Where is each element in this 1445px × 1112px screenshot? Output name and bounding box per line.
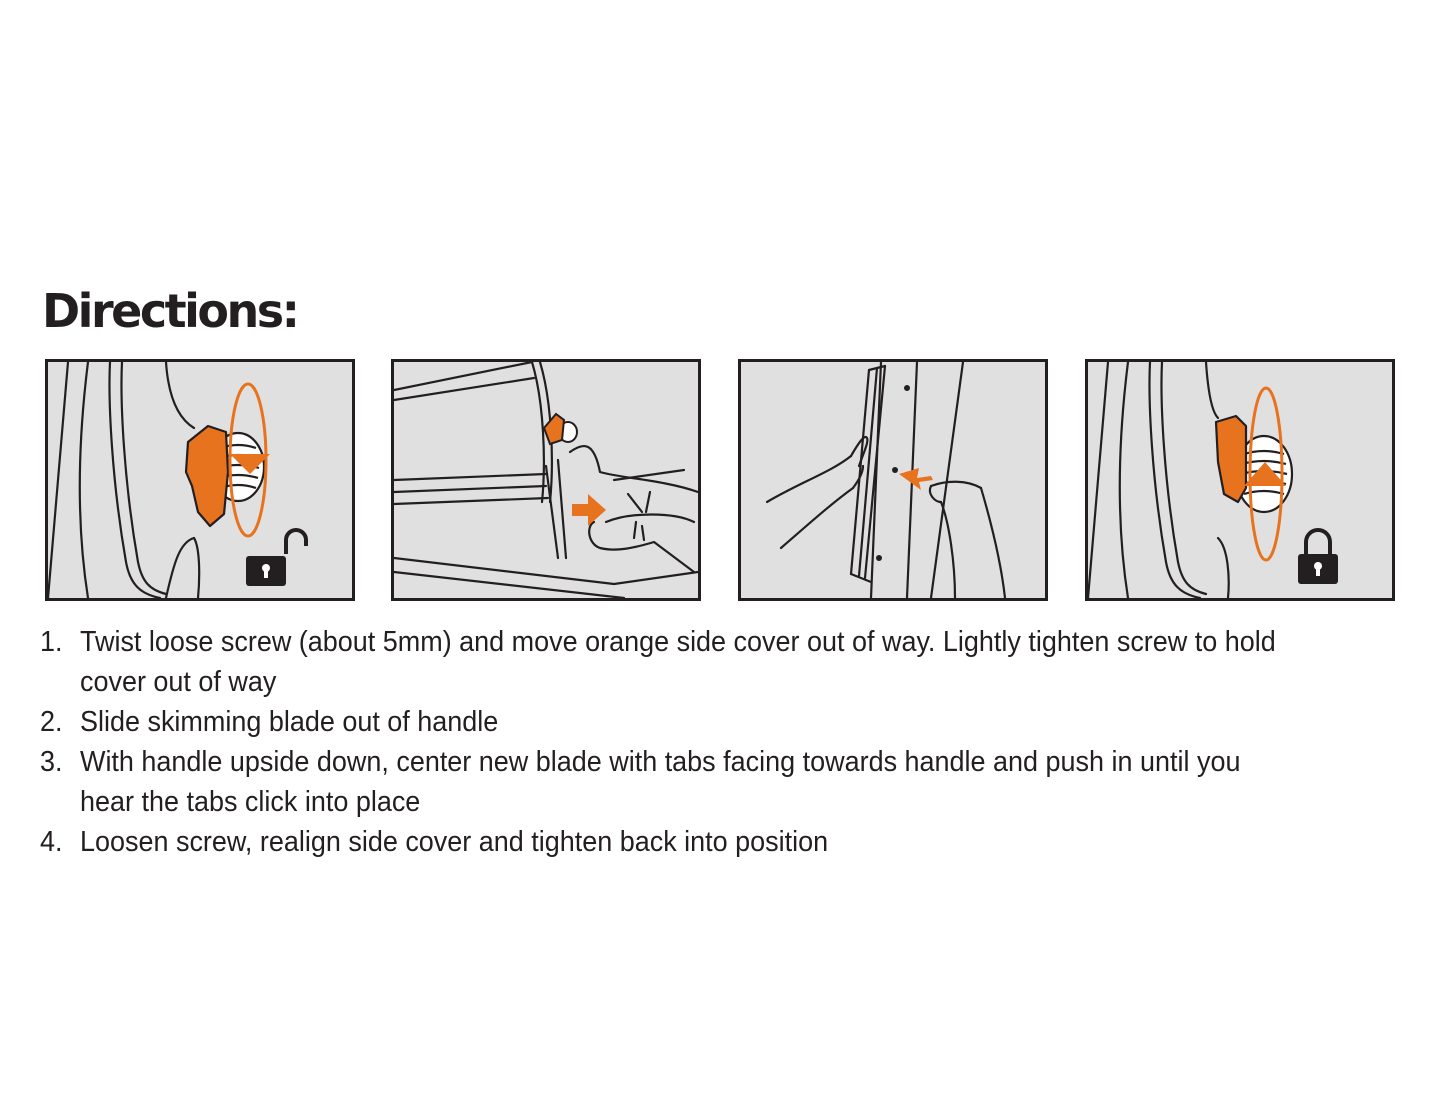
side-cover [544, 414, 564, 444]
push-arrow [572, 494, 606, 526]
step-2-illustration [391, 359, 701, 601]
side-cover [1216, 416, 1246, 502]
directions-list [40, 622, 1277, 862]
step-2-drawing [394, 362, 698, 598]
step-text: Twist loose screw (about 5mm) and move orange side cover out of way. Lightly tighten screw to hold cover out of way [79, 626, 1276, 698]
step-item-2 [40, 702, 1277, 742]
step-1-drawing [48, 362, 352, 598]
step-number: 3. [40, 746, 63, 778]
step-number: 1. [40, 626, 63, 658]
step-text: Loosen screw, realign side cover and tighten back into position [79, 826, 829, 858]
directions-title: Directions: [42, 284, 298, 338]
insert-arrow [899, 468, 933, 490]
locked-padlock-icon [1298, 530, 1338, 584]
step-3-drawing [741, 362, 1045, 598]
step-number: 2. [40, 706, 63, 738]
unlocked-padlock-icon [246, 530, 306, 586]
step-3-illustration [738, 359, 1048, 601]
side-cover [186, 426, 228, 526]
step-text: With handle upside down, center new blade with tabs facing towards handle and push in until you hear the tabs click into place [79, 746, 1241, 818]
step-4-drawing [1088, 362, 1392, 598]
step-4-illustration [1085, 359, 1395, 601]
step-number: 4. [40, 826, 63, 858]
step-item-1 [40, 622, 1277, 702]
step-item-3 [40, 742, 1277, 822]
step-text: Slide skimming blade out of handle [79, 706, 499, 738]
step-item-4 [40, 822, 1277, 862]
step-1-illustration [45, 359, 355, 601]
